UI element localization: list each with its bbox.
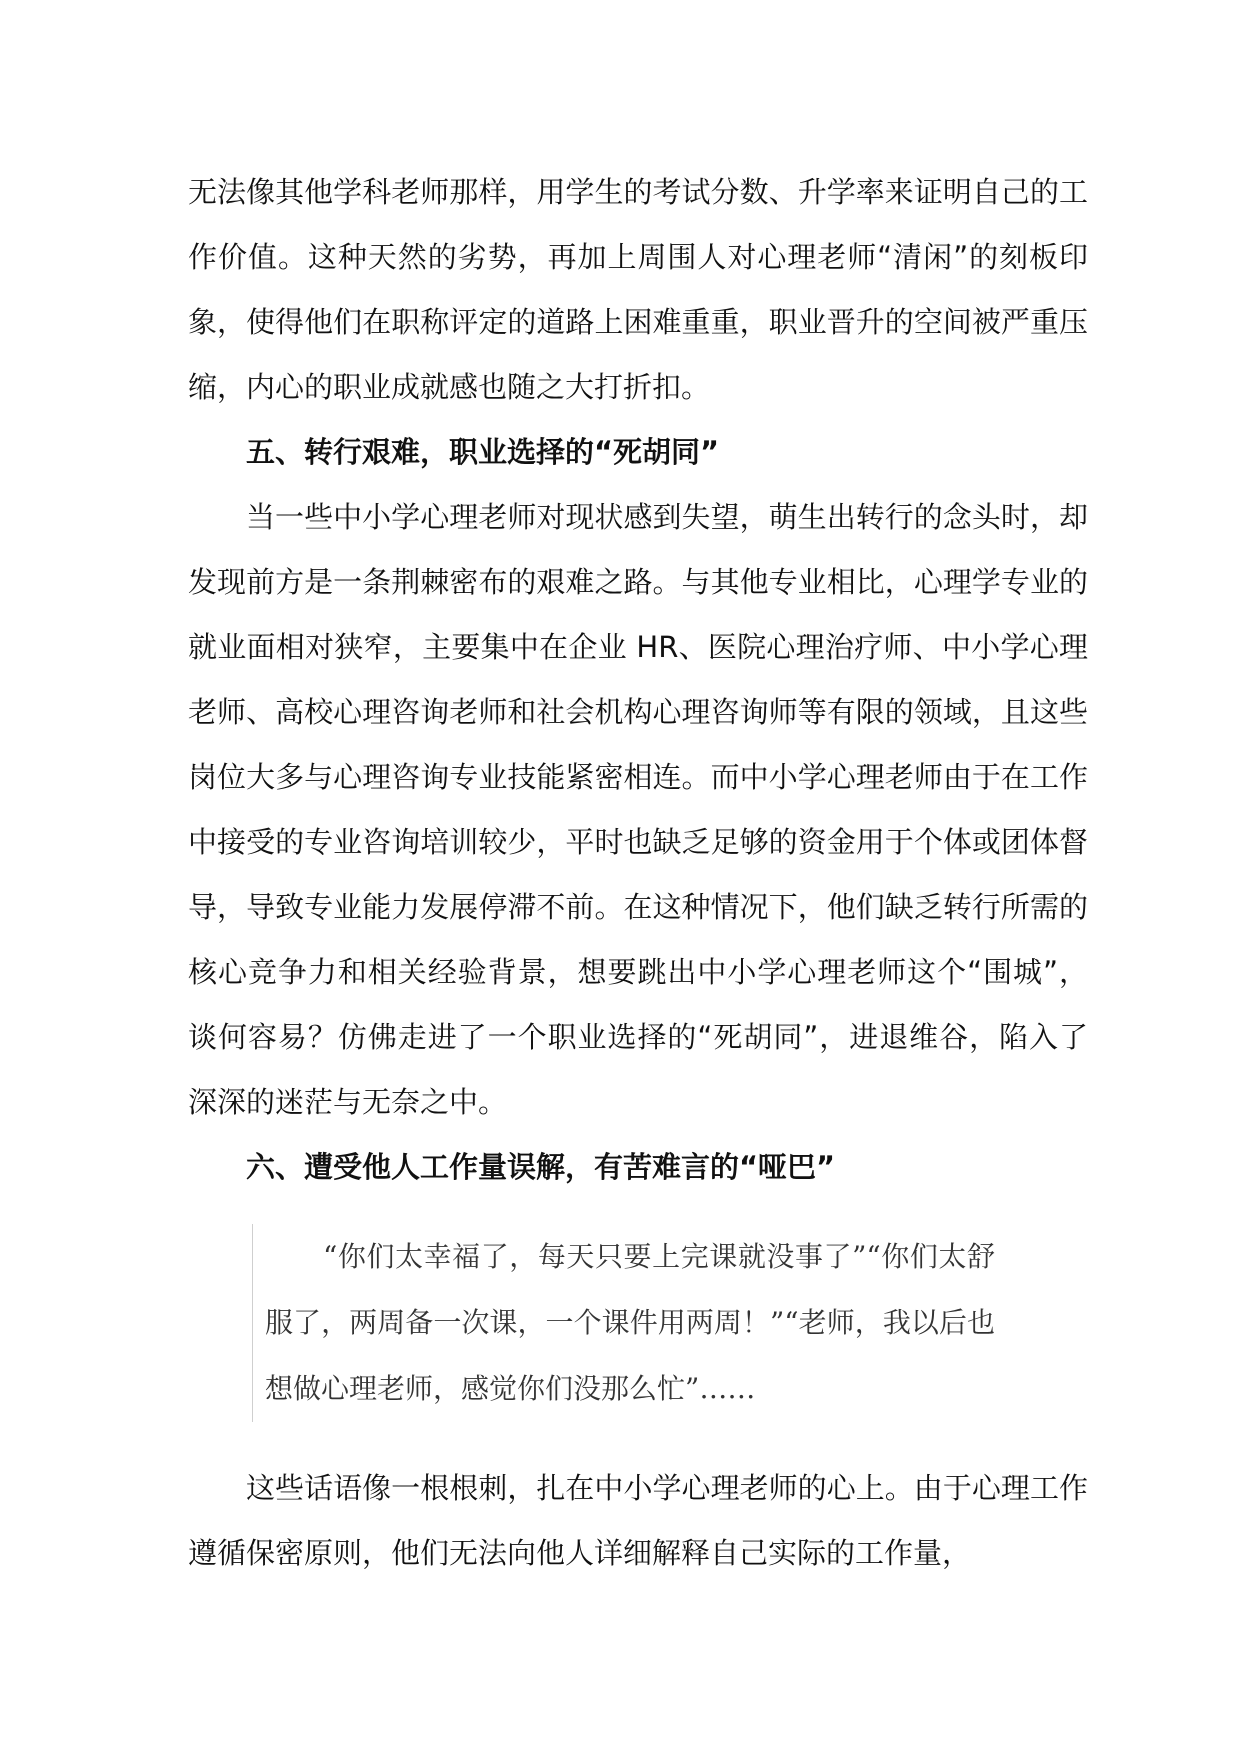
- section-heading-six: 六、遭受他人工作量误解，有苦难言的“哑巴”: [246, 1150, 836, 1184]
- paragraph-confidentiality: 这些话语像一根根刺，扎在中小学心理老师的心上。由于心理工作遵循保密原则，他们无法向他人详细解释自己实际的工作量，: [188, 1471, 1088, 1570]
- document-page: [188, 160, 1088, 1586]
- quote-text: “你们太幸福了，每天只要上完课就没事了”“你们太舒服了，两周备一次课，一个课件用两周！”“老师，我以后也想做心理老师，感觉你们没那么忙”……: [265, 1240, 995, 1405]
- paragraph-career-change: 当一些中小学心理老师对现状感到失望，萌生出转行的念头时，却发现前方是一条荆棘密布的艰难之路。与其他专业相比，心理学专业的就业面相对狭窄，主要集中在企业 HR、医院心理治疗师、中小学心理老师、高校心理咨询老师和社会机构心理咨询师等有限的领域，且这些岗位大多与心理咨询专业技能紧密相连。而中小学心理老师由于在工作中接受的专业咨询培训较少，平时也缺乏足够的资金用于个体或团体督导，导致专业能力发展停滞不前。在这种情况下，他们缺乏转行所需的核心竞争力和相关经验背景，想要跳出中小学心理老师这个“围城”，谈何容易？仿佛走进了一个职业选择的“死胡同”，进退维谷，陷入了深深的迷茫与无奈之中。: [188, 500, 1088, 1119]
- section-heading-five: 五、转行艰难，职业选择的“死胡同”: [246, 435, 720, 469]
- quote-block: [252, 1224, 995, 1422]
- paragraph-career-recognition: 无法像其他学科老师那样，用学生的考试分数、升学率来证明自己的工作价值。这种天然的劣势，再加上周围人对心理老师“清闲”的刻板印象，使得他们在职称评定的道路上困难重重，职业晋升的空间被严重压缩，内心的职业成就感也随之大打折扣。: [188, 175, 1088, 404]
